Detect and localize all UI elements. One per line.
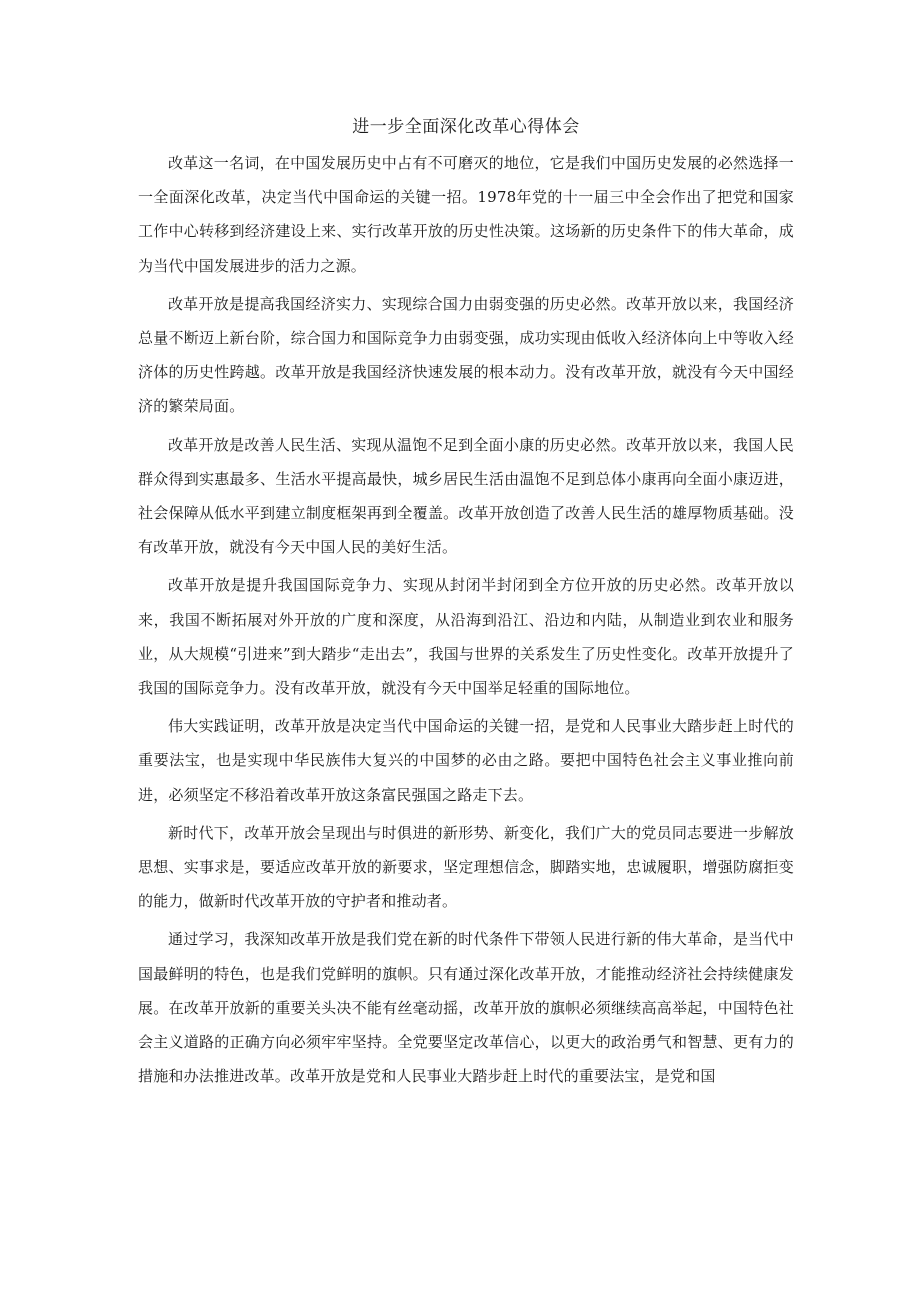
paragraph-3: 改革开放是改善人民生活、实现从温饱不足到全面小康的历史必然。改革开放以来，我国人民群众得到实惠最多、生活水平提高最快，城乡居民生活由温饱不足到总体小康再向全面小康迈进，社会保障从低水平到建立制度框架再到全覆盖。改革开放创造了改善人民生活的雄厚物质基础。没有改革开放，就没有今天中国人民的美好生活。 [138, 435, 794, 557]
paragraph-1: 改革这一名词，在中国发展历史中占有不可磨灭的地位，它是我们中国历史发展的必然选择一一全面深化改革，决定当代中国命运的关键一招。1978年党的十一届三中全会作出了把党和国家工作中心转移到经济建设上来、实行改革开放的历史性决策。这场新的历史条件下的伟大革命，成为当代中国发展进步的活力之源。 [138, 154, 794, 275]
document-title: 进一步全面深化改革心得体会 [352, 117, 580, 137]
paragraph-6: 新时代下，改革开放会呈现出与时俱进的新形势、新变化，我们广大的党员同志要进一步解放思想、实事求是，要适应改革开放的新要求，坚定理想信念，脚踏实地，忠诚履职，增强防腐拒变的能力，做新时代改革开放的守护者和推动者。 [138, 823, 794, 911]
paragraph-2: 改革开放是提高我国经济实力、实现综合国力由弱变强的历史必然。改革开放以来，我国经济总量不断迈上新台阶，综合国力和国际竞争力由弱变强，成功实现由低收入经济体向上中等收入经济体的历史性跨越。改革开放是我国经济快速发展的根本动力。没有改革开放，就没有今天中国经济的繁荣局面。 [138, 294, 794, 416]
paragraph-5: 伟大实践证明，改革开放是决定当代中国命运的关键一招，是党和人民事业大踏步赶上时代的重要法宝，也是实现中华民族伟大复兴的中国梦的必由之路。要把中国特色社会主义事业推向前进，必须坚定不移沿着改革开放这条富民强国之路走下去。 [138, 717, 794, 804]
paragraph-7: 通过学习，我深知改革开放是我们党在新的时代条件下带领人民进行新的伟大革命，是当代中国最鲜明的特色，也是我们党鲜明的旗帜。只有通过深化改革开放，才能推动经济社会持续健康发展。在改革开放新的重要关头决不能有丝毫动摇，改革开放的旗帜必须继续高高举起，中国特色社会主义道路的正确方向必须牢牢坚持。全党要坚定改革信心，以更大的政治勇气和智慧、更有力的措施和办法推进改革。改革开放是党和人民事业大踏步赶上时代的重要法宝，是党和国 [138, 930, 794, 1086]
paragraph-4: 改革开放是提升我国国际竞争力、实现从封闭半封闭到全方位开放的历史必然。改革开放以来，我国不断拓展对外开放的广度和深度，从沿海到沿江、沿边和内陆，从制造业到农业和服务业，从大规模“引进来”到大踏步“走出去”，我国与世界的关系发生了历史性变化。改革开放提升了我国的国际竞争力。没有改革开放，就没有今天中国举足轻重的国际地位。 [138, 576, 794, 698]
